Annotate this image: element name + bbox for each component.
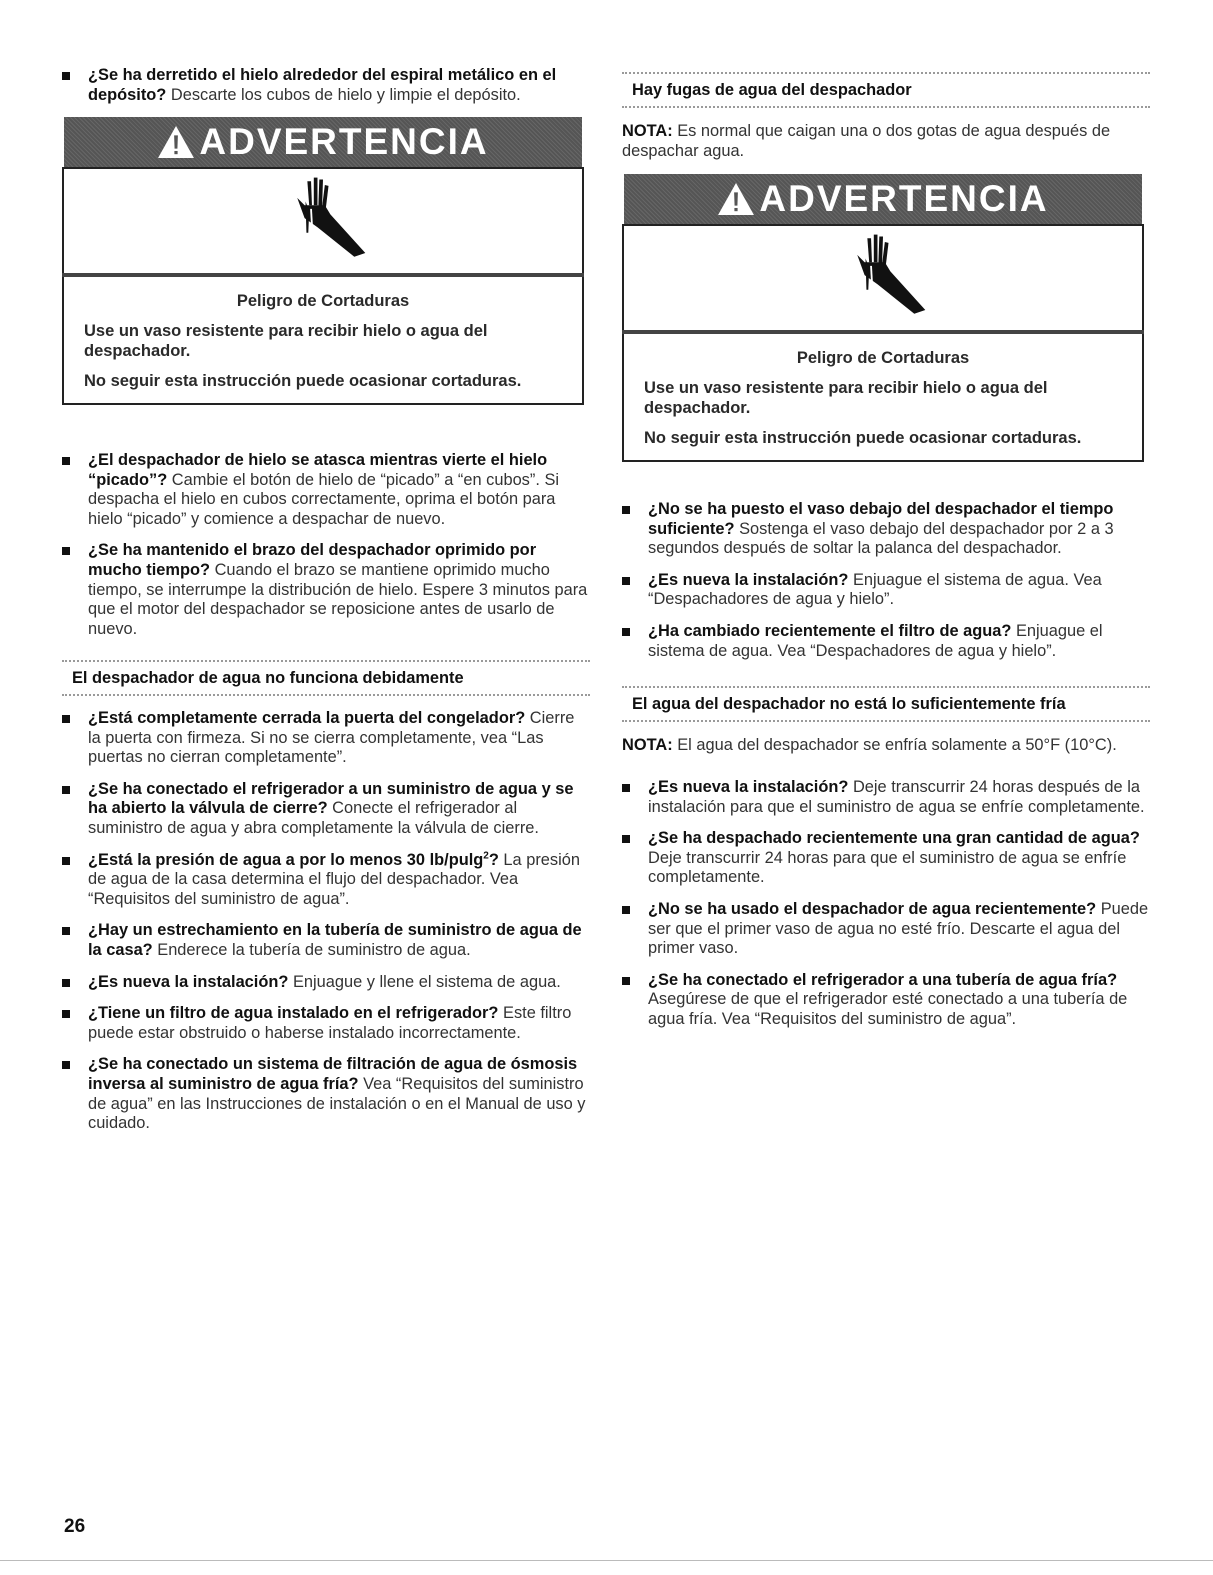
list-item: ¿Tiene un filtro de agua instalado en el refrigerador? Este filtro puede estar obstruido o haberse instalado incorrectamente.	[62, 1004, 590, 1043]
warning-text-2: No seguir esta instrucción puede ocasionar cortaduras.	[644, 429, 1082, 447]
section-heading: Hay fugas de agua del despachador	[622, 72, 1150, 108]
list-item: ¿Se ha conectado el refrigerador a una tubería de agua fría? Asegúrese de que el refrigerador esté conectado a una tubería de agua fría. Vea “Requisitos del suministro de agua”.	[622, 971, 1150, 1030]
warning-text-2: No seguir esta instrucción puede ocasionar cortaduras.	[84, 372, 522, 390]
warning-box	[622, 174, 1144, 462]
list-item: ¿Es nueva la instalación? Enjuague el sistema de agua. Vea “Despachadores de agua y hielo”.	[622, 571, 1150, 610]
note: NOTA: Es normal que caigan una o dos gotas de agua después de despachar agua.	[622, 122, 1111, 160]
list-item: ¿Se ha despachado recientemente una gran cantidad de agua? Deje transcurrir 24 horas para que el suministro de agua se enfríe completamente.	[622, 829, 1150, 888]
warning-icon-area	[622, 224, 1144, 330]
footer-rule	[0, 1560, 1213, 1561]
warning-heading: Peligro de Cortaduras	[796, 349, 970, 367]
list-item: ¿Se ha derretido el hielo alrededor del espiral metálico en el depósito? Descarte los cubos de hielo y limpie el depósito.	[62, 66, 616, 105]
hand-cut-hazard-icon	[837, 234, 929, 318]
list-item: ¿Se ha conectado el refrigerador a un suministro de agua y se ha abierto la válvula de cierre? Conecte el refrigerador al suministro de agua y abra completamente la válvula de cierre.	[62, 780, 590, 839]
warning-box	[62, 117, 584, 405]
list-item: ¿Está la presión de agua a por lo menos 30 lb/pulg$^2$? La presión de agua de la casa determina el flujo del despachador. Vea “Requisitos del suministro de agua”.	[62, 851, 590, 910]
list-item: ¿Es nueva la instalación? Deje transcurrir 24 horas después de la instalación para que el suministro de agua se enfríe completamente.	[622, 778, 1150, 817]
section-heading: El despachador de agua no funciona debidamente	[62, 660, 590, 696]
warning-triangle-icon	[717, 182, 755, 216]
section-heading: El agua del despachador no está lo suficientemente fría	[622, 686, 1150, 722]
warning-text-1: Use un vaso resistente para recibir hielo o agua del despachador.	[644, 379, 1048, 417]
list-block	[62, 709, 590, 1134]
warning-body	[622, 334, 1144, 462]
list-item: ¿El despachador de hielo se atasca mientras vierte el hielo “picado”? Cambie el botón de hielo de “picado” a “en cubos”. Si despacha el hielo en cubos correctamente, oprima el botón para hielo “picado” y comience a despachar de nuevo.	[62, 451, 590, 529]
list-item: ¿Hay un estrechamiento en la tubería de suministro de agua de la casa? Enderece la tubería de suministro de agua.	[62, 921, 590, 960]
warning-banner	[624, 174, 1142, 224]
warning-banner	[64, 117, 582, 167]
note: NOTA: El agua del despachador se enfría solamente a 50°F (10°C).	[622, 736, 1117, 754]
warning-triangle-icon	[157, 125, 195, 159]
hand-cut-hazard-icon	[277, 177, 369, 261]
list-item: ¿Se ha conectado un sistema de filtración de agua de ósmosis inversa al suministro de agua fría? Vea “Requisitos del suministro de agua” en las Instrucciones de instalación o en el Manual de uso y cuidado.	[62, 1055, 590, 1133]
list-item: ¿Está completamente cerrada la puerta del congelador? Cierre la puerta con firmeza. Si no se cierra completamente, vea “Las puertas no cierran completamente”.	[62, 709, 590, 768]
warning-icon-area	[62, 167, 584, 273]
list-block	[622, 778, 1150, 1030]
list-item: ¿Ha cambiado recientemente el filtro de agua? Enjuague el sistema de agua. Vea “Despachadores de agua y hielo”.	[622, 622, 1150, 661]
warning-title: ADVERTENCIA	[759, 178, 1049, 219]
warning-heading: Peligro de Cortaduras	[236, 292, 410, 310]
list-item: ¿Es nueva la instalación? Enjuague y llene el sistema de agua.	[62, 973, 590, 993]
warning-text-1: Use un vaso resistente para recibir hielo o agua del despachador.	[84, 322, 488, 360]
list-block	[622, 500, 1150, 661]
list-item: ¿Se ha mantenido el brazo del despachador oprimido por mucho tiempo? Cuando el brazo se mantiene oprimido mucho tiempo, se interrumpe la distribución de hielo. Espere 3 minutos para que el motor del despachador se reposicione antes de usarlo de nuevo.	[62, 541, 590, 639]
list-item: ¿No se ha puesto el vaso debajo del despachador el tiempo suficiente? Sostenga el vaso debajo del despachador por 2 a 3 segundos después de soltar la palanca del despachador.	[622, 500, 1150, 559]
page-number: 26	[64, 1516, 86, 1537]
list-item: ¿No se ha usado el despachador de agua recientemente? Puede ser que el primer vaso de agua no esté frío. Descarte el agua del primer vaso.	[622, 900, 1150, 959]
list-block	[62, 451, 590, 639]
warning-body	[62, 277, 584, 405]
warning-title: ADVERTENCIA	[199, 121, 489, 162]
